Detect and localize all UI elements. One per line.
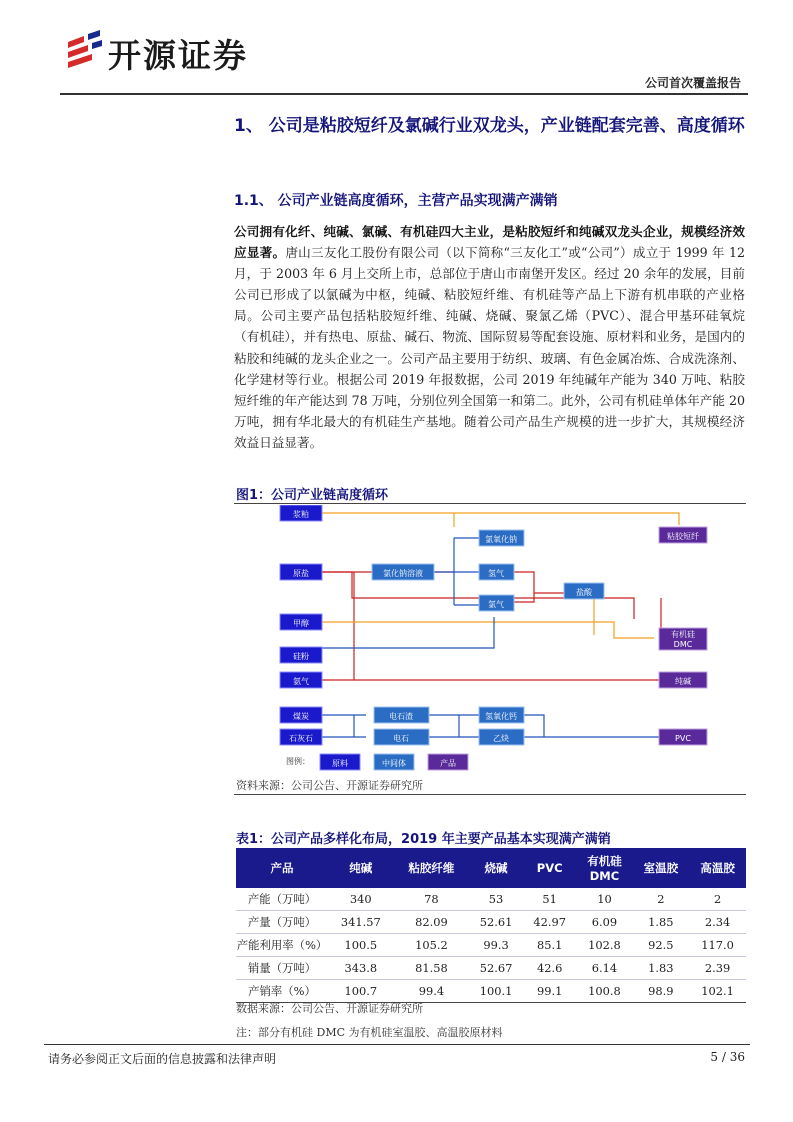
body-paragraph	[234, 221, 745, 453]
node-caoh: 氢氧化钙	[485, 712, 517, 721]
node-brine: 氯化钠溶液	[383, 569, 423, 578]
node-soda: 纯碱	[675, 677, 691, 686]
node-dmc2: DMC	[673, 640, 693, 649]
th-pvc: PVC	[523, 848, 577, 888]
th-htv: 高温胶	[689, 848, 746, 888]
node-chlorine: 氯气	[488, 600, 504, 609]
table-cell: 117.0	[689, 934, 746, 957]
footer-disclaimer: 请务必参阅正文后面的信息披露和法律声明	[48, 1052, 277, 1066]
node-naclo: 氯氧化钠	[485, 535, 517, 544]
table-cell: 42.97	[523, 911, 577, 934]
table-cell: 100.5	[328, 934, 394, 957]
legend-raw: 原料	[332, 759, 348, 768]
table-row	[236, 934, 746, 957]
table-cell: 53	[469, 888, 523, 911]
table-source: 数据来源：公司公告、开源证券研究所	[236, 1002, 423, 1015]
table-cell: 102.8	[576, 934, 632, 957]
table-cell: 52.61	[469, 911, 523, 934]
table-cell: 2.39	[689, 957, 746, 980]
table-cell: 100.1	[469, 980, 523, 1003]
table-cell: 340	[328, 888, 394, 911]
lead-sentence: 公司拥有化纤、纯碱、氯碱、有机硅四大主业，是粘胶短纤和纯碱双龙头企业，规模经济效应显著。	[234, 224, 745, 261]
legend-intermediate: 中间体	[382, 759, 406, 768]
table-cell: 99.3	[469, 934, 523, 957]
node-acetylene: 乙炔	[493, 734, 509, 743]
legend-label: 图例：	[286, 757, 310, 766]
table-cell: 2	[689, 888, 746, 911]
intermediate-nodes	[372, 530, 604, 745]
table-cell: 产量（万吨）	[236, 911, 328, 934]
node-coal: 煤炭	[293, 712, 309, 721]
node-dmc1: 有机硅	[671, 630, 695, 639]
node-pulp: 浆粕	[293, 510, 309, 519]
table-cell: 85.1	[523, 934, 577, 957]
table-cell: 1.83	[632, 957, 689, 980]
table-cell: 102.1	[689, 980, 746, 1003]
table-row	[236, 888, 746, 911]
table-cell: 10	[576, 888, 632, 911]
subsection-heading: 1.1、 公司产业链高度循环，主营产品实现满产满销	[234, 193, 558, 209]
table-cell: 产能（万吨）	[236, 888, 328, 911]
table-cell: 81.58	[394, 957, 470, 980]
table-cell: 82.09	[394, 911, 470, 934]
header-divider	[60, 93, 748, 95]
table-title: 表1：公司产品多样化布局，2019 年主要产品基本实现满产满销	[236, 832, 611, 847]
section-heading: 1、 公司是粘胶短纤及氯碱行业双龙头，产业链配套完善、高度循环	[234, 116, 745, 136]
table-cell: 343.8	[328, 957, 394, 980]
diagram-legend	[286, 754, 468, 770]
table-cell: 2.34	[689, 911, 746, 934]
th-soda: 纯碱	[328, 848, 394, 888]
table-cell: 销量（万吨）	[236, 957, 328, 980]
industry-chain-diagram	[234, 505, 746, 773]
footer-divider	[44, 1044, 750, 1045]
node-carbide: 电石渣	[389, 712, 413, 721]
node-hydrogen: 氢气	[488, 569, 504, 578]
node-limestone: 石灰石	[289, 734, 313, 743]
node-calcium: 电石	[393, 734, 409, 743]
table-cell: 99.1	[523, 980, 577, 1003]
table-cell: 341.57	[328, 911, 394, 934]
logo-text: 开源证券	[108, 36, 248, 75]
table-cell: 105.2	[394, 934, 470, 957]
chlorine-flow-lines	[322, 572, 661, 680]
figure-divider	[234, 503, 746, 504]
node-silicon: 硅粉	[293, 652, 309, 661]
table-note: 注：部分有机硅 DMC 为有机硅室温胶、高温胶原材料	[236, 1026, 503, 1039]
table-cell: 100.8	[576, 980, 632, 1003]
page-number: 5 / 36	[710, 1050, 745, 1064]
table-cell: 2	[632, 888, 689, 911]
product-table	[236, 848, 746, 1003]
logo-icon	[64, 28, 104, 72]
table-cell: 100.7	[328, 980, 394, 1003]
table-cell: 78	[394, 888, 470, 911]
table-cell: 1.85	[632, 911, 689, 934]
report-type: 公司首次覆盖报告	[644, 76, 741, 90]
node-hcl: 盐酸	[576, 588, 592, 597]
body-text: 唐山三友化工股份有限公司（以下简称“三友化工”或“公司”）成立于 1999 年 12 月，于 2003 年 6 月上交所上市，总部位于唐山市南堡开发区。经过 20 余年的发展，目前公司已形成了以氯碱为中枢，纯碱、粘胶短纤维、有机硅等产品上下游有机串联的产业格局。公司主要产品包括粘胶短纤维、纯碱、烧碱、聚氯乙烯（PVC）、混合甲基环硅氧烷（有机硅），并有热电、原盐、碱石、物流、国际贸易等配套设施、原材料和业务，是国内的粘胶和纯碱的龙头企业之一。公司产品主要用于纺织、玻璃、有色金属冶炼、合成洗涤剂、化学建材等行业。根据公司 2019 年报数据，公司 2019 年纯碱年产能为 340 万吨、粘胶短纤维的年产能达到 78 万吨，分别位列全国第一和第二。此外，公司有机硅单体年产能 20 万吨，拥有华北最大的有机硅生产基地。随着公司产品生产规模的进一步扩大，其规模经济效益日益显著。	[234, 245, 746, 450]
th-rtv: 室温胶	[632, 848, 689, 888]
node-pvc: PVC	[675, 734, 691, 743]
th-viscose: 粘胶纤维	[394, 848, 470, 888]
figure-bottom-divider	[234, 794, 746, 795]
th-dmc: 有机硅 DMC	[576, 848, 632, 888]
table-row	[236, 957, 746, 980]
th-caustic: 烧碱	[469, 848, 523, 888]
node-methanol: 甲醇	[293, 619, 309, 628]
raw-nodes	[280, 505, 322, 745]
table-row	[236, 911, 746, 934]
th-product: 产品	[236, 848, 328, 888]
table-cell: 51	[523, 888, 577, 911]
table-cell: 92.5	[632, 934, 689, 957]
figure-title: 图1：公司产业链高度循环	[236, 488, 389, 503]
table-cell: 98.9	[632, 980, 689, 1003]
legend-product: 产品	[440, 759, 456, 768]
node-salt: 原盐	[293, 569, 309, 578]
node-ammonia: 氨气	[293, 677, 309, 686]
table-cell: 42.6	[523, 957, 577, 980]
table-header-row	[236, 848, 746, 888]
table-cell: 52.67	[469, 957, 523, 980]
table-cell: 6.09	[576, 911, 632, 934]
node-viscose: 粘胶短纤	[667, 532, 699, 541]
table-cell: 产销率（%）	[236, 980, 328, 1003]
table-cell: 产能利用率（%）	[236, 934, 328, 957]
table-cell: 99.4	[394, 980, 470, 1003]
product-nodes	[659, 527, 707, 745]
figure-source: 资料来源：公司公告、开源证券研究所	[236, 779, 423, 792]
table-cell: 6.14	[576, 957, 632, 980]
